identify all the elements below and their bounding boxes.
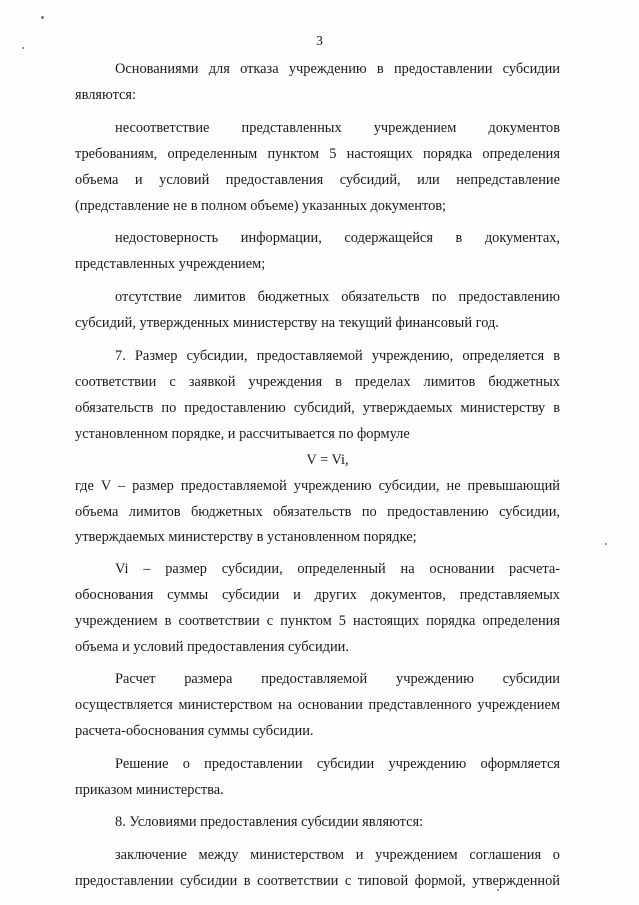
section-heading: 8. Условиями предоставления субсидии являются: bbox=[115, 814, 424, 831]
page-number: 3 bbox=[316, 33, 323, 48]
scan-speck bbox=[41, 16, 44, 19]
paragraph: 7. Размер субсидии, предоставляемой учреждению, определяется в соответствии с заявкой учреждения в пределах лимитов бюджетных обязательств по предоставлению субсидий, утверждаемых министерству в установленном порядке, и рассчитывается по формуле bbox=[75, 348, 560, 442]
paragraph: Основаниями для отказа учреждению в предоставлении субсидии являются: bbox=[75, 61, 560, 103]
paragraph: отсутствие лимитов бюджетных обязательств по предоставлению субсидий, утвержденных министерству на текущий финансовый год. bbox=[75, 289, 560, 332]
formula: V = Vi, bbox=[306, 451, 349, 468]
document-body bbox=[75, 57, 560, 895]
scan-speck bbox=[605, 543, 607, 545]
paragraph: где V – размер предоставляемой учреждению субсидии, не превышающий объема лимитов бюджетных обязательств по предоставлению субсидии, утверждаемых министерству в установленном порядке; bbox=[75, 477, 560, 546]
paragraph: недостоверность информации, содержащейся в документах, представленных учреждением; bbox=[75, 230, 560, 273]
paragraph: Расчет размера предоставляемой учреждению субсидии осуществляется министерством на основании представленного учреждением расчета-обоснования суммы субсидии. bbox=[75, 670, 560, 739]
paragraph: заключение между министерством и учреждением соглашения о предоставлении субсидии в соответствии с типовой формой, утвержденной bbox=[75, 847, 560, 890]
paragraph: Решение о предоставлении субсидии учреждению оформляется приказом министерства. bbox=[75, 755, 560, 798]
paragraph: Vi – размер субсидии, определенный на основании расчета-обоснования суммы субсидии и других документов, представляемых учреждением в соответствии с пунктом 5 настоящих порядка определения объема и условий предоставления субсидии. bbox=[75, 561, 560, 656]
paragraph: несоответствие представленных учреждением документов требованиям, определенным пунктом 5 настоящих порядка определения объема и условий предоставления субсидий, или непредставление (представление не в полном объеме) указанных документов; bbox=[75, 119, 560, 214]
